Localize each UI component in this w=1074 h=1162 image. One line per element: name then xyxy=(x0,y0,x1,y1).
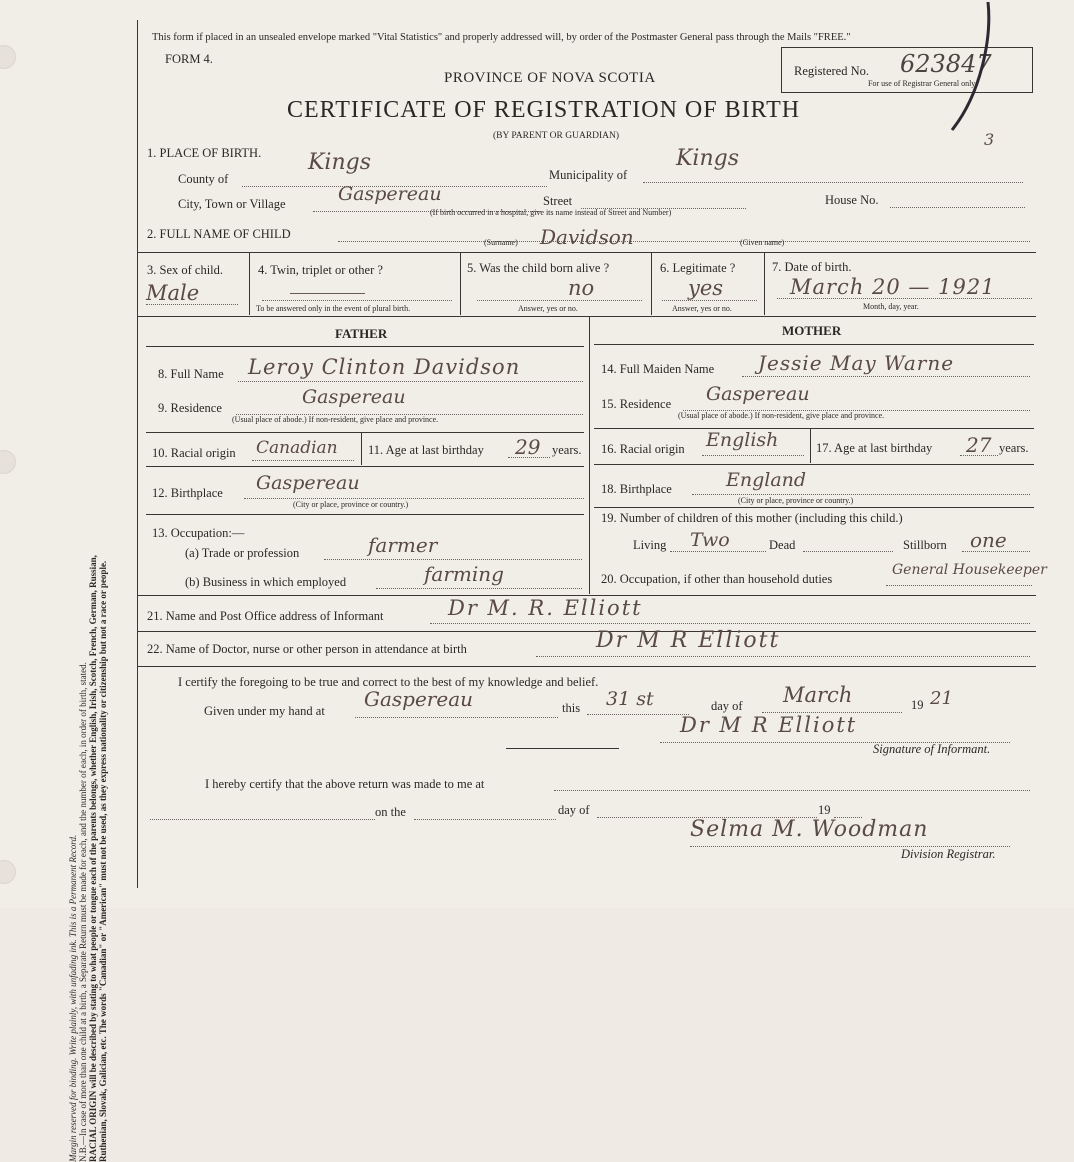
municipality-value: Kings xyxy=(676,146,740,171)
twin-note: To be answered only in the event of plural birth. xyxy=(256,304,411,313)
mother-name-value: Jessie May Warne xyxy=(758,351,955,375)
certify-statement: I certify the foregoing to be true and correct to the best of my knowledge and belief. xyxy=(178,675,599,689)
mother-residence-note: (Usual place of abode.) If non-resident, give place and province. xyxy=(678,411,885,420)
registered-number: 623847 xyxy=(900,50,992,78)
signature-rule xyxy=(506,748,619,749)
living-line xyxy=(670,551,766,552)
registrar-year-prefix: 19 xyxy=(818,803,831,817)
margin-note-racial-2: Ruthenian, Slovak, Galician, etc. The words "Canadian" or "American" must not be used, as they express nationality or citizenship but not a race or people. xyxy=(98,560,108,1162)
margin-notes xyxy=(68,542,108,1162)
alive-value: no xyxy=(568,276,595,300)
living-label: Living xyxy=(633,538,667,552)
mother-racial-label: 16. Racial origin xyxy=(601,442,685,456)
father-birthplace-label: 12. Birthplace xyxy=(152,486,223,500)
year-prefix: 19 xyxy=(911,698,924,712)
mother-birthplace-line xyxy=(692,494,1030,495)
twin-dash xyxy=(290,293,365,294)
corner-mark: 3 xyxy=(984,130,995,149)
grid-line xyxy=(594,507,1034,508)
place-of-birth-heading: 1. PLACE OF BIRTH. xyxy=(147,146,262,160)
father-age-label: 11. Age at last birthday xyxy=(368,443,484,457)
father-residence-value: Gaspereau xyxy=(302,386,406,408)
given-day-line xyxy=(587,714,689,715)
grid-line xyxy=(146,432,584,433)
given-month-value: March xyxy=(783,683,853,707)
mother-racial-line xyxy=(702,455,804,456)
father-racial-line xyxy=(252,460,354,461)
given-place-value: Gaspereau xyxy=(364,687,474,711)
doctor-value: Dr M R Elliott xyxy=(596,628,781,653)
city-value: Gaspereau xyxy=(338,183,442,205)
mother-age-value: 27 xyxy=(966,433,992,457)
signature-label: Signature of Informant. xyxy=(873,742,991,756)
living-value: Two xyxy=(690,529,730,551)
mother-name-label: 14. Full Maiden Name xyxy=(601,362,715,376)
registrar-label: Division Registrar. xyxy=(901,847,996,861)
county-label: County of xyxy=(178,172,229,186)
father-name-label: 8. Full Name xyxy=(158,367,224,381)
grid-line xyxy=(460,253,461,315)
grid-line xyxy=(594,344,1034,345)
grid-line xyxy=(138,666,1036,667)
legitimate-note: Answer, yes or no. xyxy=(672,304,732,313)
registrar-blank-line xyxy=(150,819,375,820)
father-age-value: 29 xyxy=(515,435,541,459)
stillborn-label: Stillborn xyxy=(903,538,947,552)
registered-label: Registered No. xyxy=(794,64,869,78)
father-residence-note: (Usual place of abode.) If non-resident, give place and province. xyxy=(232,415,439,424)
father-heading: FATHER xyxy=(335,326,388,341)
father-racial-value: Canadian xyxy=(256,438,338,458)
business-value: farming xyxy=(424,562,504,586)
registrar-use-note: For use of Registrar General only xyxy=(868,79,976,88)
father-birthplace-note: (City or place, province or country.) xyxy=(293,500,409,509)
alive-label: 5. Was the child born alive ? xyxy=(467,261,610,275)
grid-line xyxy=(138,252,1036,253)
father-birthplace-line xyxy=(244,498,584,499)
informant-value: Dr M. R. Elliott xyxy=(448,596,643,620)
county-value: Kings xyxy=(308,150,372,175)
father-birthplace-value: Gaspereau xyxy=(256,472,360,494)
father-name-line xyxy=(238,381,583,382)
given-year-value: 21 xyxy=(930,688,953,709)
dead-line xyxy=(803,551,893,552)
mother-occupation-label: 20. Occupation, if other than household duties xyxy=(601,572,833,586)
dob-note: Month, day, year. xyxy=(863,302,919,311)
column-divider xyxy=(589,317,590,594)
form-number: FORM 4. xyxy=(165,52,213,66)
child-surname: Davidson xyxy=(540,225,634,249)
business-label: (b) Business in which employed xyxy=(185,575,347,589)
mother-birthplace-note: (City or place, province or country.) xyxy=(738,496,854,505)
informant-line xyxy=(430,623,1030,624)
grid-line xyxy=(594,428,1034,429)
house-no-label: House No. xyxy=(825,193,879,207)
child-name-label: 2. FULL NAME OF CHILD xyxy=(147,227,291,241)
registrar-signature: Selma M. Woodman xyxy=(690,817,929,842)
father-racial-label: 10. Racial origin xyxy=(152,446,236,460)
grid-line xyxy=(138,631,1036,632)
children-count-label: 19. Number of children of this mother (including this child.) xyxy=(601,511,903,525)
legitimate-value: yes xyxy=(688,276,724,300)
ink-slash-mark xyxy=(940,0,1000,135)
dead-label: Dead xyxy=(769,538,796,552)
registrar-statement: I hereby certify that the above return was made to me at xyxy=(205,777,485,791)
margin-note-racial: RACIAL ORIGIN will be described by stating to what people or tongue each of the parents belongs, whether English, Irish, Scotch, French, German, Russian, xyxy=(88,555,98,1162)
mother-racial-value: English xyxy=(706,429,779,451)
dob-value: March 20 — 1921 xyxy=(790,275,996,299)
grid-line xyxy=(249,253,250,315)
dob-label: 7. Date of birth. xyxy=(772,260,852,274)
margin-note-binding: Margin reserved for binding. Write plainly, with unfading ink. This is a Permanent Record. xyxy=(68,834,78,1162)
father-years-label: years. xyxy=(552,443,582,457)
mother-occupation-line xyxy=(886,585,1032,586)
registrar-place-line xyxy=(554,790,1030,791)
grid-line xyxy=(138,316,1036,317)
city-label: City, Town or Village xyxy=(178,197,286,211)
street-label: Street xyxy=(543,194,573,208)
grid-line xyxy=(594,464,1034,465)
sex-label: 3. Sex of child. xyxy=(147,263,224,277)
registrar-day-of-label: day of xyxy=(558,803,590,817)
certificate-title: CERTIFICATE OF REGISTRATION OF BIRTH xyxy=(287,97,801,123)
house-no-line xyxy=(890,207,1025,208)
municipality-line xyxy=(643,182,1023,183)
given-name-note: (Given name) xyxy=(740,238,785,247)
father-residence-label: 9. Residence xyxy=(158,401,222,415)
mother-years-label: years. xyxy=(999,441,1029,455)
business-line xyxy=(376,588,582,589)
sex-line xyxy=(146,304,238,305)
twin-line xyxy=(262,300,452,301)
grid-line xyxy=(651,253,652,315)
trade-label: (a) Trade or profession xyxy=(185,546,300,560)
mother-birthplace-label: 18. Birthplace xyxy=(601,482,672,496)
grid-line xyxy=(764,253,765,315)
mother-heading: MOTHER xyxy=(782,323,842,338)
child-name-line xyxy=(338,241,1030,242)
mother-residence-value: Gaspereau xyxy=(706,383,810,405)
grid-line xyxy=(146,466,584,467)
punch-hole xyxy=(0,860,16,884)
grid-line xyxy=(146,514,584,515)
informant-signature: Dr M R Elliott xyxy=(680,713,858,737)
this-label: this xyxy=(562,701,581,715)
sex-value: Male xyxy=(146,281,200,305)
hospital-note: (If birth occurred in a hospital, give its name instead of Street and Number) xyxy=(430,208,672,217)
doctor-line xyxy=(536,656,1030,657)
municipality-label: Municipality of xyxy=(549,168,628,182)
certificate-subtitle: (BY PARENT OR GUARDIAN) xyxy=(493,131,620,141)
punch-hole xyxy=(0,450,16,474)
trade-value: farmer xyxy=(368,533,438,557)
grid-line xyxy=(361,433,362,465)
given-day-value: 31 st xyxy=(606,688,654,710)
mail-notice: This form if placed in an unsealed envelope marked "Vital Statistics" and properly addressed will, by order of the Postmaster General pass through the Mails "FREE." xyxy=(152,32,851,43)
mother-age-label: 17. Age at last birthday xyxy=(816,441,933,455)
surname-note: (Surname) xyxy=(484,238,518,247)
stillborn-value: one xyxy=(970,528,1007,552)
mother-occupation-value: General Housekeeper xyxy=(892,562,1047,578)
day-of-label: day of xyxy=(711,699,743,713)
province-title: PROVINCE OF NOVA SCOTIA xyxy=(444,70,656,86)
mother-age-line xyxy=(960,455,998,456)
registrar-day-line xyxy=(414,819,556,820)
grid-line xyxy=(810,429,811,463)
father-age-line xyxy=(508,457,550,458)
mother-residence-label: 15. Residence xyxy=(601,397,672,411)
grid-line xyxy=(146,346,584,347)
legitimate-line xyxy=(662,300,757,301)
given-place-line xyxy=(355,717,558,718)
binding-margin-line xyxy=(137,20,138,888)
doctor-label: 22. Name of Doctor, nurse or other person in attendance at birth xyxy=(147,642,467,656)
alive-note: Answer, yes or no. xyxy=(518,304,578,313)
mother-name-line xyxy=(742,376,1030,377)
legitimate-label: 6. Legitimate ? xyxy=(660,261,736,275)
twin-label: 4. Twin, triplet or other ? xyxy=(258,263,383,277)
margin-note-nb: N.B.—In case of more than one child at a birth, a Separate Return must be made for each, and the number of each, in order of birth, stated. xyxy=(78,662,88,1162)
trade-line xyxy=(324,559,582,560)
occupation-label: 13. Occupation:— xyxy=(152,526,245,540)
punch-hole xyxy=(0,45,16,69)
alive-line xyxy=(477,300,642,301)
father-name-value: Leroy Clinton Davidson xyxy=(248,355,521,379)
on-the-label: on the xyxy=(375,805,406,819)
dob-line xyxy=(777,298,1032,299)
given-under-label: Given under my hand at xyxy=(204,704,325,718)
informant-label: 21. Name and Post Office address of Informant xyxy=(147,609,384,623)
mother-birthplace-value: England xyxy=(726,469,807,491)
